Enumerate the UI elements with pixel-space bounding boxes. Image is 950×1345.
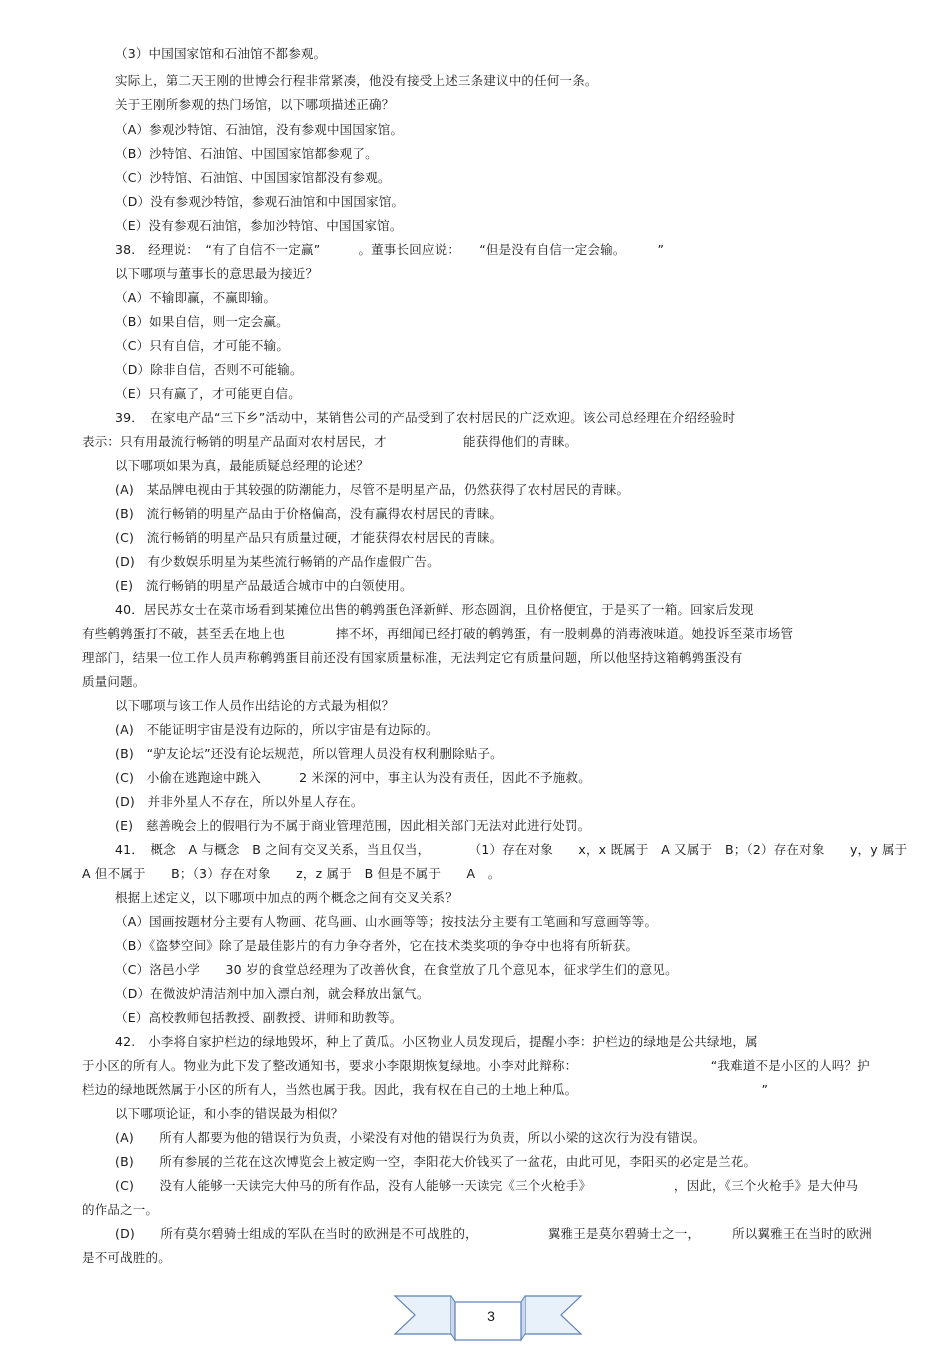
option-line: (E) 流行畅销的明星产品最适合城市中的白领使用。 [115,578,413,593]
option-line: (C) 小偷在逃跑途中跳入 2 米深的河中，事主认为没有责任，因此不予施救。 [115,770,591,785]
text-line: 的作品之一。 [82,1202,159,1217]
text-line: 实际上，第二天王刚的世博会行程非常紧凑，他没有接受上述三条建议中的任何一条。 [115,73,598,88]
text-line: 表示：只有用最流行畅销的明星产品面对农村居民，才 能获得他们的青睐。 [82,434,578,449]
option-line: （D）除非自信，否则不可能输。 [115,362,303,377]
option-line: (D) 所有莫尔碧骑士组成的军队在当时的欧洲是不可战胜的， 翼雅王是莫尔碧骑士之一， 所以翼雅王在当时的欧洲 [115,1226,872,1241]
option-line: （E）高校教师包括教授、副教授、讲师和助教等。 [115,1010,403,1025]
option-line: （B）如果自信，则一定会赢。 [115,314,289,329]
option-line: （A）不输即赢，不赢即输。 [115,290,277,305]
text-line: 有些鹌鹑蛋打不破，甚至丢在地上也 摔不坏，再细闻已经打破的鹌鹑蛋，有一股刺鼻的消毒液味道。她投诉至菜市场管 [82,626,794,641]
option-line: (A) 所有人都要为他的错误行为负责，小梁没有对他的错误行为负责，所以小梁的这次行为没有错误。 [115,1130,706,1145]
option-line: (B) 所有参展的兰花在这次博览会上被定购一空，李阳花大价钱买了一盆花，由此可见，李阳买的必定是兰花。 [115,1154,757,1169]
text-line: 于小区的所有人。物业为此下发了整改通知书，要求小李限期恢复绿地。小李对此辩称： “我难道不是小区的人吗？护 [82,1058,870,1073]
option-line: （A）参观沙特馆、石油馆，没有参观中国国家馆。 [115,122,404,137]
option-line: (D) 有少数娱乐明星为某些流行畅销的产品作虚假广告。 [115,554,440,569]
text-line: （3）中国国家馆和石油馆不都参观。 [115,46,327,61]
option-line: （C）只有自信，才可能不输。 [115,338,290,353]
text-line: 以下哪项与该工作人员作出结论的方式最为相似？ [115,698,395,713]
option-line: (A) 不能证明宇宙是没有边际的，所以宇宙是有边际的。 [115,722,439,737]
text-line: 理部门，结果一位工作人员声称鹌鹑蛋目前还没有国家质量标准，无法判定它有质量问题，所以他坚持这箱鹌鹑蛋没有 [82,650,743,665]
option-line: （C）洛邑小学 30 岁的食堂总经理为了改善伙食，在食堂放了几个意见本，征求学生们的意见。 [115,962,678,977]
text-line: 根据上述定义，以下哪项中加点的两个概念之间有交叉关系？ [115,890,458,905]
option-line: (E) 慈善晚会上的假唱行为不属于商业管理范围，因此相关部门无法对此进行处罚。 [115,818,591,833]
option-line: (C) 没有人能够一天读完大仲马的所有作品，没有人能够一天读完《三个火枪手》 ，因此，《三个火枪手》是大仲马 [115,1178,859,1193]
option-line: （E）没有参观石油馆，参加沙特馆、中国国家馆。 [115,218,403,233]
text-line: 以下哪项论证，和小李的错误最为相似？ [115,1106,344,1121]
option-line: （A）国画按题材分主要有人物画、花鸟画、山水画等等；按技法分主要有工笔画和写意画等等。 [115,914,658,929]
option-line: （D）在微波炉清洁剂中加入漂白剂，就会释放出氯气。 [115,986,430,1001]
option-line: (C) 流行畅销的明星产品只有质量过硬，才能获得农村居民的青睐。 [115,530,503,545]
question-38: 38. 经理说： “有了自信不一定赢” 。董事长回应说： “但是没有自信一定会输。 ” [115,242,665,257]
question-40: 40．居民苏女士在菜市场看到某摊位出售的鹌鹑蛋色泽新鲜、形态圆润，且价格便宜，于是买了一箱。回家后发现 [115,602,754,617]
text-line: 关于王刚所参观的热门场馆，以下哪项描述正确？ [115,97,395,112]
question-41: 41． 概念 A 与概念 B 之间有交叉关系，当且仅当， （1）存在对象 x，x 既属于 A 又属于 B；（2）存在对象 y，y 属于 [115,842,908,857]
question-39: 39． 在家电产品“三下乡”活动中，某销售公司的产品受到了农村居民的广泛欢迎。该公司总经理在介绍经验时 [115,410,736,425]
question-42: 42. 小李将自家护栏边的绿地毁坏，种上了黄瓜。小区物业人员发现后，提醒小李：护栏边的绿地是公共绿地，属 [115,1034,758,1049]
page-number: 3 [487,1308,495,1324]
option-line: （D）没有参观沙特馆，参观石油馆和中国国家馆。 [115,194,405,209]
text-line: A 但不属于 B；（3）存在对象 z，z 属于 B 但是不属于 A 。 [82,866,501,881]
option-line: (D) 并非外星人不存在，所以外星人存在。 [115,794,364,809]
option-line: (B) 流行畅销的明星产品由于价格偏高，没有赢得农村居民的青睐。 [115,506,503,521]
option-line: （B）沙特馆、石油馆、中国国家馆都参观了。 [115,146,378,161]
text-line: 以下哪项如果为真，最能质疑总经理的论述？ [115,458,370,473]
text-line: 质量问题。 [82,674,146,689]
option-line: （B）《盗梦空间》除了是最佳影片的有力争夺者外，它在技术类奖项的争夺中也将有所斩获。 [115,938,639,953]
option-line: (A) 某品牌电视由于其较强的防潮能力，尽管不是明星产品，仍然获得了农村居民的青睐。 [115,482,630,497]
option-line: （C）沙特馆、石油馆、中国国家馆都没有参观。 [115,170,391,185]
option-line: (B) “驴友论坛”还没有论坛规范，所以管理人员没有权利删除贴子。 [115,746,503,761]
text-line: 以下哪项与董事长的意思最为接近？ [115,266,319,281]
option-line: （E）只有赢了，才可能更自信。 [115,386,301,401]
text-line: 栏边的绿地既然属于小区的所有人，当然也属于我。因此，我有权在自己的土地上种瓜。 ” [82,1082,769,1097]
text-line: 是不可战胜的。 [82,1250,171,1265]
